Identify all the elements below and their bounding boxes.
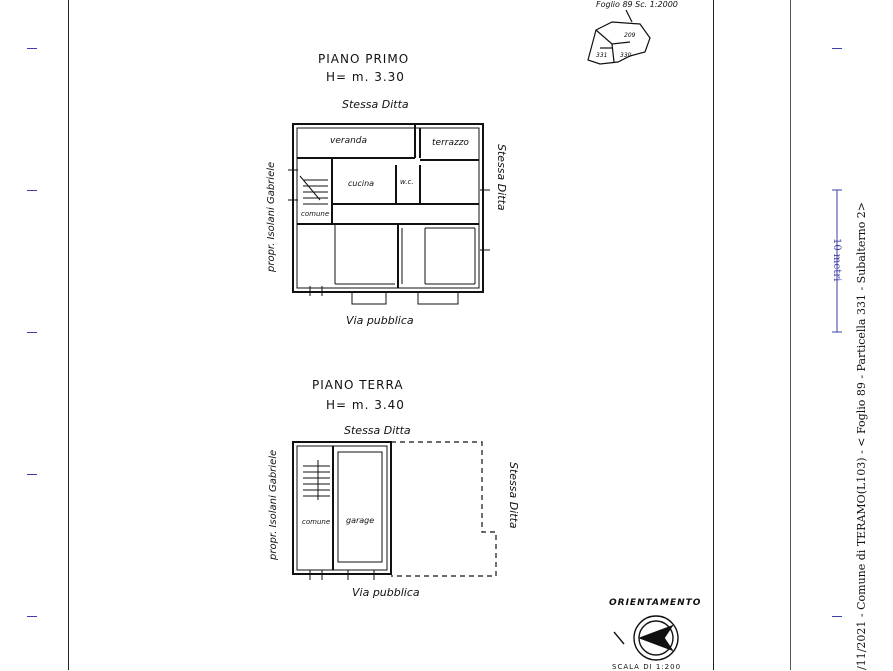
- stairs-primo: [300, 176, 328, 204]
- document-caption: /11/2021 - Comune di TERAMO(L103) - < Foglio 89 - Particella 331 - Subalterno 2>: [855, 201, 868, 670]
- piano-terra-bottom-label: Via pubblica: [352, 586, 420, 599]
- room-terrazzo: terrazzo: [432, 138, 469, 148]
- map-label: 330: [620, 52, 632, 59]
- piano-terra-plan: [293, 442, 391, 574]
- room-wc: w.c.: [400, 178, 414, 186]
- piano-terra-title: PIANO TERRA: [312, 378, 404, 392]
- room-comune-primo: comune: [301, 210, 330, 218]
- piano-primo-bottom-label: Via pubblica: [346, 314, 414, 327]
- piano-terra-top-label: Stessa Ditta: [344, 424, 411, 437]
- compass: [614, 616, 678, 660]
- piano-primo-title: PIANO PRIMO: [318, 52, 410, 66]
- piano-terra-right-label: Stessa Ditta: [507, 462, 520, 529]
- piano-primo-height: H= m. 3.30: [326, 70, 405, 84]
- stessa-ditta-dashed-outline: [391, 442, 496, 576]
- scale-note: SCALA DI 1:200: [612, 663, 682, 671]
- room-veranda: veranda: [330, 136, 368, 146]
- map-label: 209: [624, 32, 636, 39]
- piano-primo-plan: [293, 124, 483, 292]
- room-garage: garage: [346, 516, 375, 525]
- room-cucina: cucina: [348, 179, 375, 188]
- foglio-note: Foglio 89 Sc. 1:2000: [596, 0, 678, 9]
- scale-bar-label: 10 metri: [831, 238, 842, 282]
- stairs-terra: [303, 460, 330, 500]
- map-label: 331: [596, 52, 608, 59]
- piano-terra-height: H= m. 3.40: [326, 398, 405, 412]
- orientamento-label: ORIENTAMENTO: [609, 598, 702, 608]
- balconies-primo: [352, 292, 458, 304]
- piano-primo-left-label: propr. Isolani Gabriele: [266, 161, 277, 272]
- piano-terra-left-label: propr. Isolani Gabriele: [268, 449, 279, 560]
- piano-primo-top-label: Stessa Ditta: [342, 98, 409, 111]
- room-comune-terra: comune: [302, 518, 331, 526]
- piano-primo-right-label: Stessa Ditta: [495, 144, 508, 211]
